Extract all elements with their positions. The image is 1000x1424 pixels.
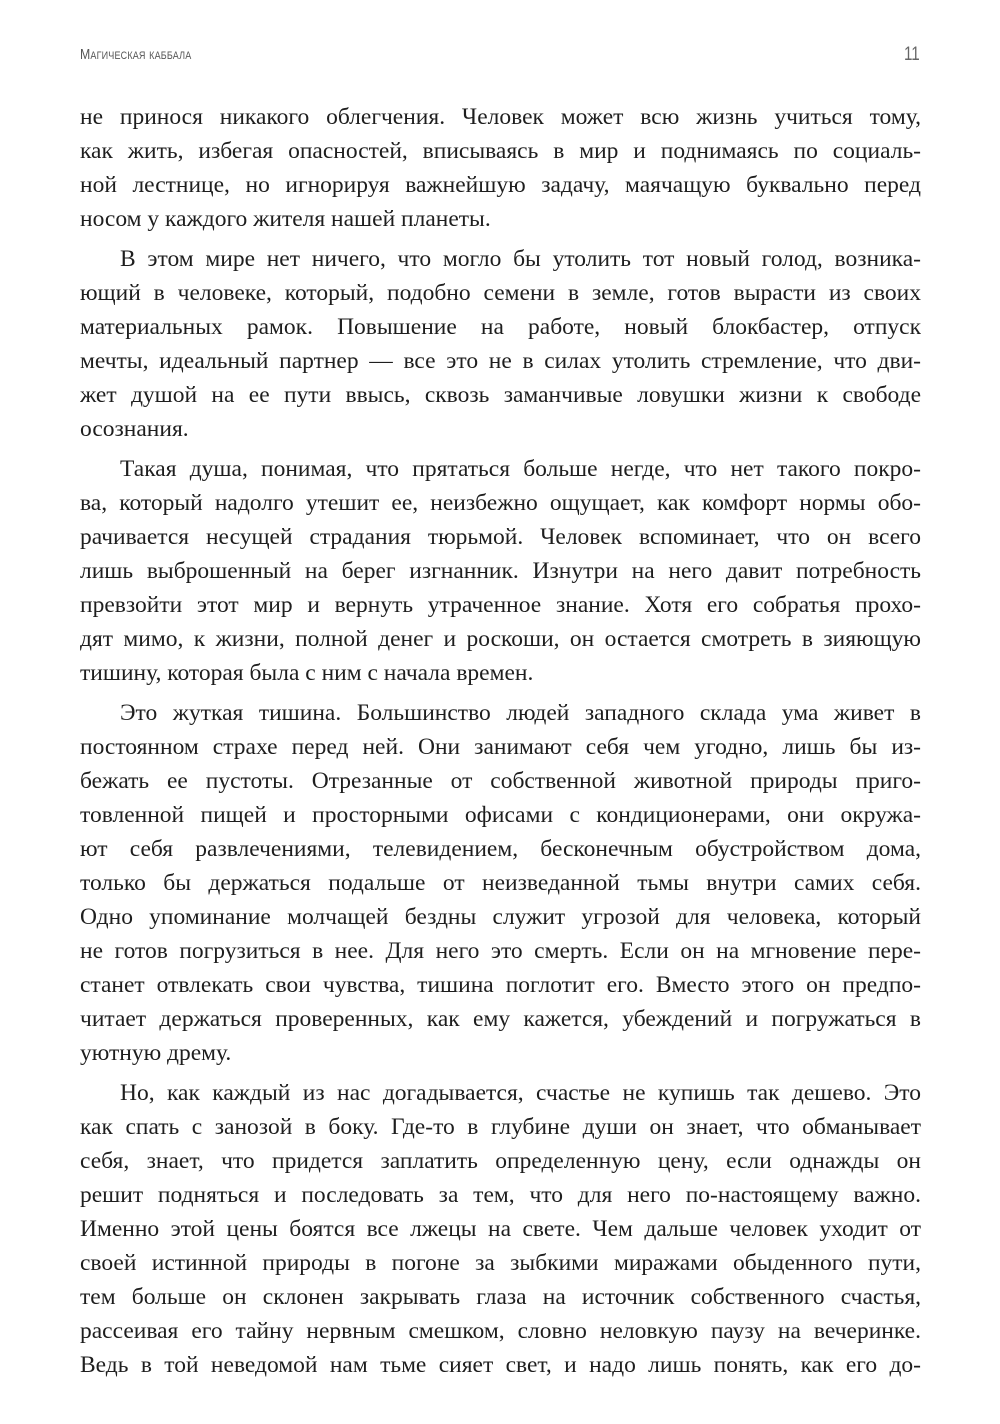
text-line: бежать ее пустоты. Отрезанные от собственной животной природы приго- bbox=[80, 768, 921, 794]
text-line: ют себя развлечениями, телевидением, бесконечным обустройством дома, bbox=[80, 836, 921, 862]
text-line: Это жуткая тишина. Большинство людей западного склада ума живет в bbox=[120, 700, 921, 726]
text-line: как жить, избегая опасностей, вписываясь в мир и поднимаясь по социаль- bbox=[80, 138, 921, 164]
text-line: постоянном страхе перед ней. Они занимают себя чем угодно, лишь бы из- bbox=[80, 734, 921, 760]
text-line: ной лестнице, но игнорируя важнейшую задачу, маячащую буквально перед bbox=[80, 172, 921, 198]
text-line: только бы держаться подальше от неизведанной тьмы внутри самих себя. bbox=[80, 870, 921, 896]
book-title: Магическая каббала bbox=[80, 46, 192, 63]
text-line: рассеивая его тайну нервным смешком, словно неловкую паузу на вечеринке. bbox=[80, 1318, 921, 1344]
text-line: лишь выброшенный на берег изгнанник. Изнутри на него давит потребность bbox=[80, 558, 921, 584]
text-line: жет душой на ее пути ввысь, сквозь заманчивые ловушки жизни к свободе bbox=[80, 382, 921, 408]
body-text bbox=[80, 100, 921, 1388]
text-line: Именно этой цены боятся все лжецы на свете. Чем дальше человек уходит от bbox=[80, 1216, 921, 1242]
text-line: носом у каждого жителя нашей планеты. bbox=[80, 206, 491, 232]
text-line: превзойти этот мир и вернуть утраченное знание. Хотя его собратья прохо- bbox=[80, 592, 921, 618]
text-line: Одно упоминание молчащей бездны служит угрозой для человека, который bbox=[80, 904, 921, 930]
text-line: станет отвлекать свои чувства, тишина поглотит его. Вместо этого он предпо- bbox=[80, 972, 921, 998]
text-line: не принося никакого облегчения. Человек может всю жизнь учиться тому, bbox=[80, 104, 921, 130]
page-number: 11 bbox=[904, 44, 920, 65]
text-line: ва, который надолго утешит ее, неизбежно ощущает, как комфорт нормы обо- bbox=[80, 490, 921, 516]
paragraph bbox=[80, 1076, 921, 1382]
text-line: как спать с занозой в боку. Где-то в глубине души он знает, что обманывает bbox=[80, 1114, 921, 1140]
text-line: тишину, которая была с ним с начала времен. bbox=[80, 660, 534, 686]
text-line: себя, знает, что придется заплатить определенную цену, если однажды он bbox=[80, 1148, 921, 1174]
paragraph bbox=[80, 696, 921, 1070]
text-line: рачивается несущей страдания тюрьмой. Человек вспоминает, что он всего bbox=[80, 524, 921, 550]
text-line: тем больше он склонен закрывать глаза на источник собственного счастья, bbox=[80, 1284, 921, 1310]
paragraph bbox=[80, 452, 921, 690]
text-line: В этом мире нет ничего, что могло бы утолить тот новый голод, возника- bbox=[120, 246, 921, 272]
text-line: не готов погрузиться в нее. Для него это смерть. Если он на мгновение пере- bbox=[80, 938, 921, 964]
text-line: товленной пищей и просторными офисами с кондиционерами, они окружа- bbox=[80, 802, 921, 828]
text-line: дят мимо, к жизни, полной денег и роскоши, он остается смотреть в зияющую bbox=[80, 626, 921, 652]
paragraph bbox=[80, 242, 921, 446]
text-line: материальных рамок. Повышение на работе, новый блокбастер, отпуск bbox=[80, 314, 921, 340]
text-line: решит подняться и последовать за тем, что для него по-настоящему важно. bbox=[80, 1182, 921, 1208]
text-line: мечты, идеальный партнер — все это не в силах утолить стремление, что дви- bbox=[80, 348, 921, 374]
text-line: Такая душа, понимая, что прятаться больше негде, что нет такого покро- bbox=[120, 456, 921, 482]
text-line: уютную дрему. bbox=[80, 1040, 232, 1066]
text-line: Но, как каждый из нас догадывается, счастье не купишь так дешево. Это bbox=[120, 1080, 921, 1106]
text-line: своей истинной природы в погоне за зыбкими миражами обыденного пути, bbox=[80, 1250, 921, 1276]
text-line: читает держаться проверенных, как ему кажется, убеждений и погружаться в bbox=[80, 1006, 921, 1032]
running-head bbox=[80, 44, 920, 68]
paragraph bbox=[80, 100, 921, 236]
text-line: осознания. bbox=[80, 416, 189, 442]
text-line: Ведь в той неведомой нам тьме сияет свет, и надо лишь понять, как его до- bbox=[80, 1352, 921, 1378]
text-line: ющий в человеке, который, подобно семени в земле, готов вырасти из своих bbox=[80, 280, 921, 306]
